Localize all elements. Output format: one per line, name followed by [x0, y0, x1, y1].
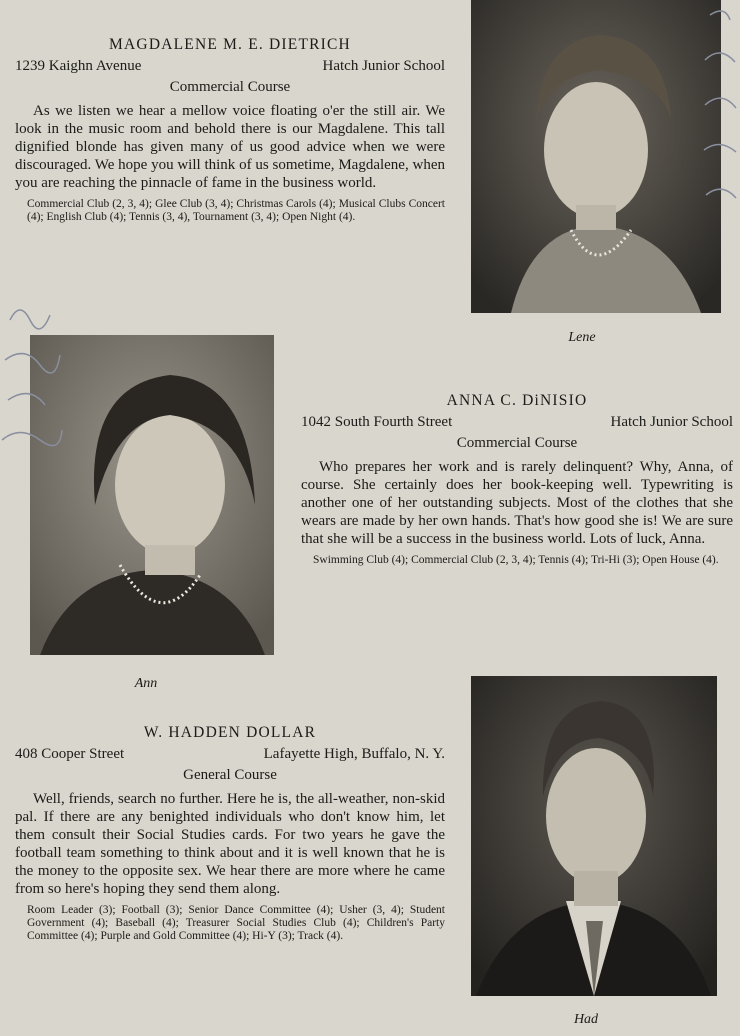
- student-course: General Course: [183, 767, 277, 783]
- student-activities: Swimming Club (4); Commercial Club (2, 3, 4); Tennis (4); Tri-Hi (3); Open House (4).: [313, 554, 719, 566]
- portrait-photo-dollar: [471, 676, 717, 996]
- student-entry-dinisio: [301, 392, 733, 567]
- portrait-photo-dietrich: [471, 0, 721, 313]
- address-row: [15, 746, 445, 763]
- nickname-caption: Had: [573, 1012, 599, 1027]
- student-name: MAGDALENE M. E. DIETRICH: [109, 36, 351, 53]
- handwriting-scrawl: [700, 0, 740, 250]
- student-course: Commercial Course: [456, 435, 578, 451]
- student-name: ANNA C. DiNISIO: [446, 392, 588, 409]
- student-school: Hatch Junior School: [610, 414, 733, 430]
- student-school: Hatch Junior School: [322, 58, 445, 74]
- student-address: 1042 South Fourth Street: [301, 414, 453, 430]
- student-bio: Who prepares her work and is rarely delinquent? Why, Anna, of course. She certainly does her book-keeping well. Typewriting is another one of her outstanding subjects. Most of the clothes that she wears are made by her own hands. That's how good she is! We are sure that she will be a success in the business world. Lots of luck, Anna.: [301, 459, 733, 547]
- student-address: 408 Cooper Street: [15, 746, 125, 762]
- student-entry-dietrich: [15, 36, 445, 224]
- student-name: W. HADDEN DOLLAR: [143, 724, 317, 741]
- student-bio: Well, friends, search no further. Here he is, the all-weather, non-skid pal. If there are any benighted individuals who don't know him, let them consult their Social Studies cards. For two years he gave the football team something to think about and it is well known that he is the money to the opposite sex. We hear there are more where he came from so here's hoping they send them along.: [15, 791, 445, 897]
- student-bio: As we listen we hear a mellow voice floating o'er the still air. We look in the music room and behold there is our Magdalene. This tall dignified blonde has given many of us good advice when we were discouraged. We hope you will think of us sometime, Magdalene, when you are reaching the pinnacle of fame in the business world.: [15, 103, 445, 191]
- student-entry-dollar: [15, 724, 445, 943]
- student-activities: Commercial Club (2, 3, 4); Glee Club (3, 4); Christmas Carols (4); Musical Clubs Concert (4); English Club (4); Tennis (3, 4), Tournament (3, 4); Open Night (4).: [27, 198, 445, 223]
- student-school: Lafayette High, Buffalo, N. Y.: [263, 746, 445, 762]
- handwriting-scrawl: [0, 290, 70, 490]
- address-row: [15, 58, 445, 75]
- student-address: 1239 Kaighn Avenue: [15, 58, 142, 74]
- address-row: [301, 414, 733, 431]
- student-activities: Room Leader (3); Football (3); Senior Dance Committee (4); Usher (3, 4); Student Government (4); Baseball (4); Treasurer Social Studies Club (4); Children's Party Committee (4); Purple and Gold Committee (4); Hi-Y (3); Track (4).: [27, 904, 445, 942]
- student-course: Commercial Course: [169, 79, 291, 95]
- nickname-caption: Ann: [134, 676, 158, 691]
- nickname-caption: Lene: [568, 330, 596, 345]
